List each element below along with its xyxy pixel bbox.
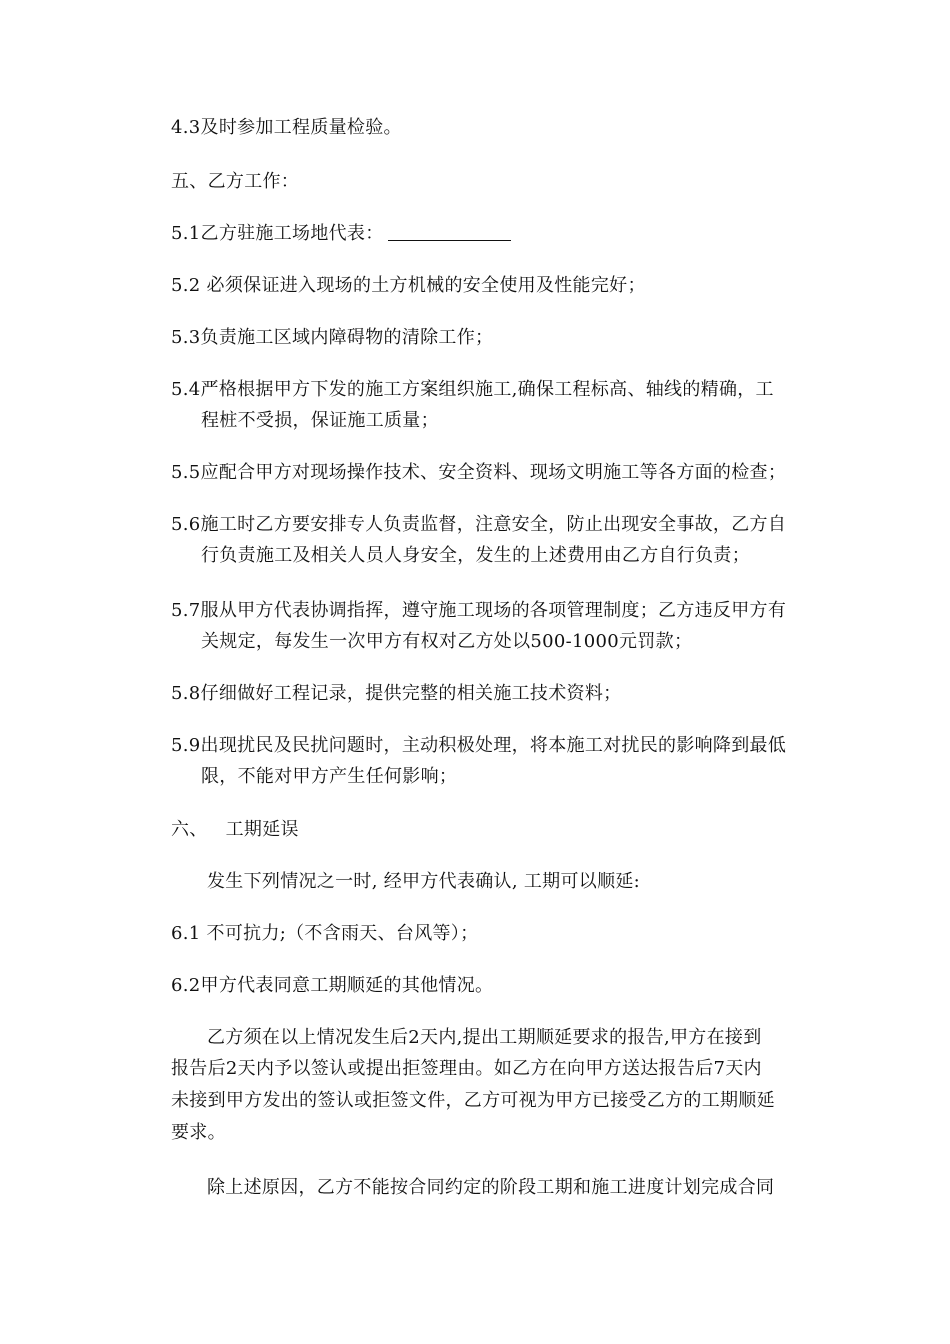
section-6-number: 六、: [171, 819, 208, 840]
clause-5-6-line-2: 行负责施工及相关人员人身安全，发生的上述费用由乙方自行负责；: [201, 545, 750, 566]
section-6-title: 工期延误: [225, 819, 299, 840]
clause-5-9-line-2: 限，不能对甲方产生任何影响；: [201, 766, 458, 787]
clause-5-8: 5.8仔细做好工程记录，提供完整的相关施工技术资料；: [171, 683, 622, 704]
section-5-heading: 五、乙方工作：: [171, 171, 300, 192]
clause-6-1: 6.1 不可抗力;（不含雨天、台风等）；: [171, 923, 479, 944]
clause-5-3: 5.3负责施工区域内障碍物的清除工作；: [171, 327, 494, 348]
clause-4-3: 4.3及时参加工程质量检验。: [171, 117, 402, 138]
clause-5-4-line-1: 5.4严格根据甲方下发的施工方案组织施工,确保工程标高、轴线的精确，工: [171, 379, 774, 400]
representative-blank-line: [388, 222, 511, 241]
clause-5-5: 5.5应配合甲方对现场操作技术、安全资料、现场文明施工等各方面的检查；: [171, 462, 787, 483]
section-6-intro: 发生下列情况之一时, 经甲方代表确认, 工期可以顺延:: [207, 871, 641, 892]
clause-5-6-line-1: 5.6施工时乙方要安排专人负责监督，注意安全，防止出现安全事故，乙方自: [171, 514, 787, 535]
clause-5-9-line-1: 5.9出现扰民及民扰问题时，主动积极处理，将本施工对扰民的影响降到最低: [171, 735, 787, 756]
clause-5-1-text: 5.1乙方驻施工场地代表：: [171, 223, 384, 244]
paragraph-extension-line-2: 报告后2天内予以签认或提出拒签理由。如乙方在向甲方送达报告后7天内: [171, 1058, 762, 1079]
clause-5-2: 5.2 必须保证进入现场的土方机械的安全使用及性能完好；: [171, 275, 646, 296]
paragraph-extension-line-1: 乙方须在以上情况发生后2天内,提出工期顺延要求的报告,甲方在接到: [207, 1027, 762, 1048]
clause-6-2: 6.2甲方代表同意工期顺延的其他情况。: [171, 975, 494, 996]
section-6-heading: [171, 818, 299, 842]
paragraph-delay-line-1: 除上述原因，乙方不能按合同约定的阶段工期和施工进度计划完成合同: [207, 1177, 775, 1198]
clause-5-1: [171, 222, 511, 246]
clause-5-7-line-2: 关规定，每发生一次甲方有权对乙方处以500-1000元罚款；: [201, 631, 693, 652]
paragraph-extension-line-4: 要求。: [171, 1122, 226, 1143]
paragraph-extension-line-3: 未接到甲方发出的签认或拒签文件，乙方可视为甲方已接受乙方的工期顺延: [171, 1090, 775, 1111]
clause-5-7-line-1: 5.7服从甲方代表协调指挥，遵守施工现场的各项管理制度；乙方违反甲方有: [171, 600, 787, 621]
clause-5-4-line-2: 程桩不受损，保证施工质量；: [201, 410, 439, 431]
